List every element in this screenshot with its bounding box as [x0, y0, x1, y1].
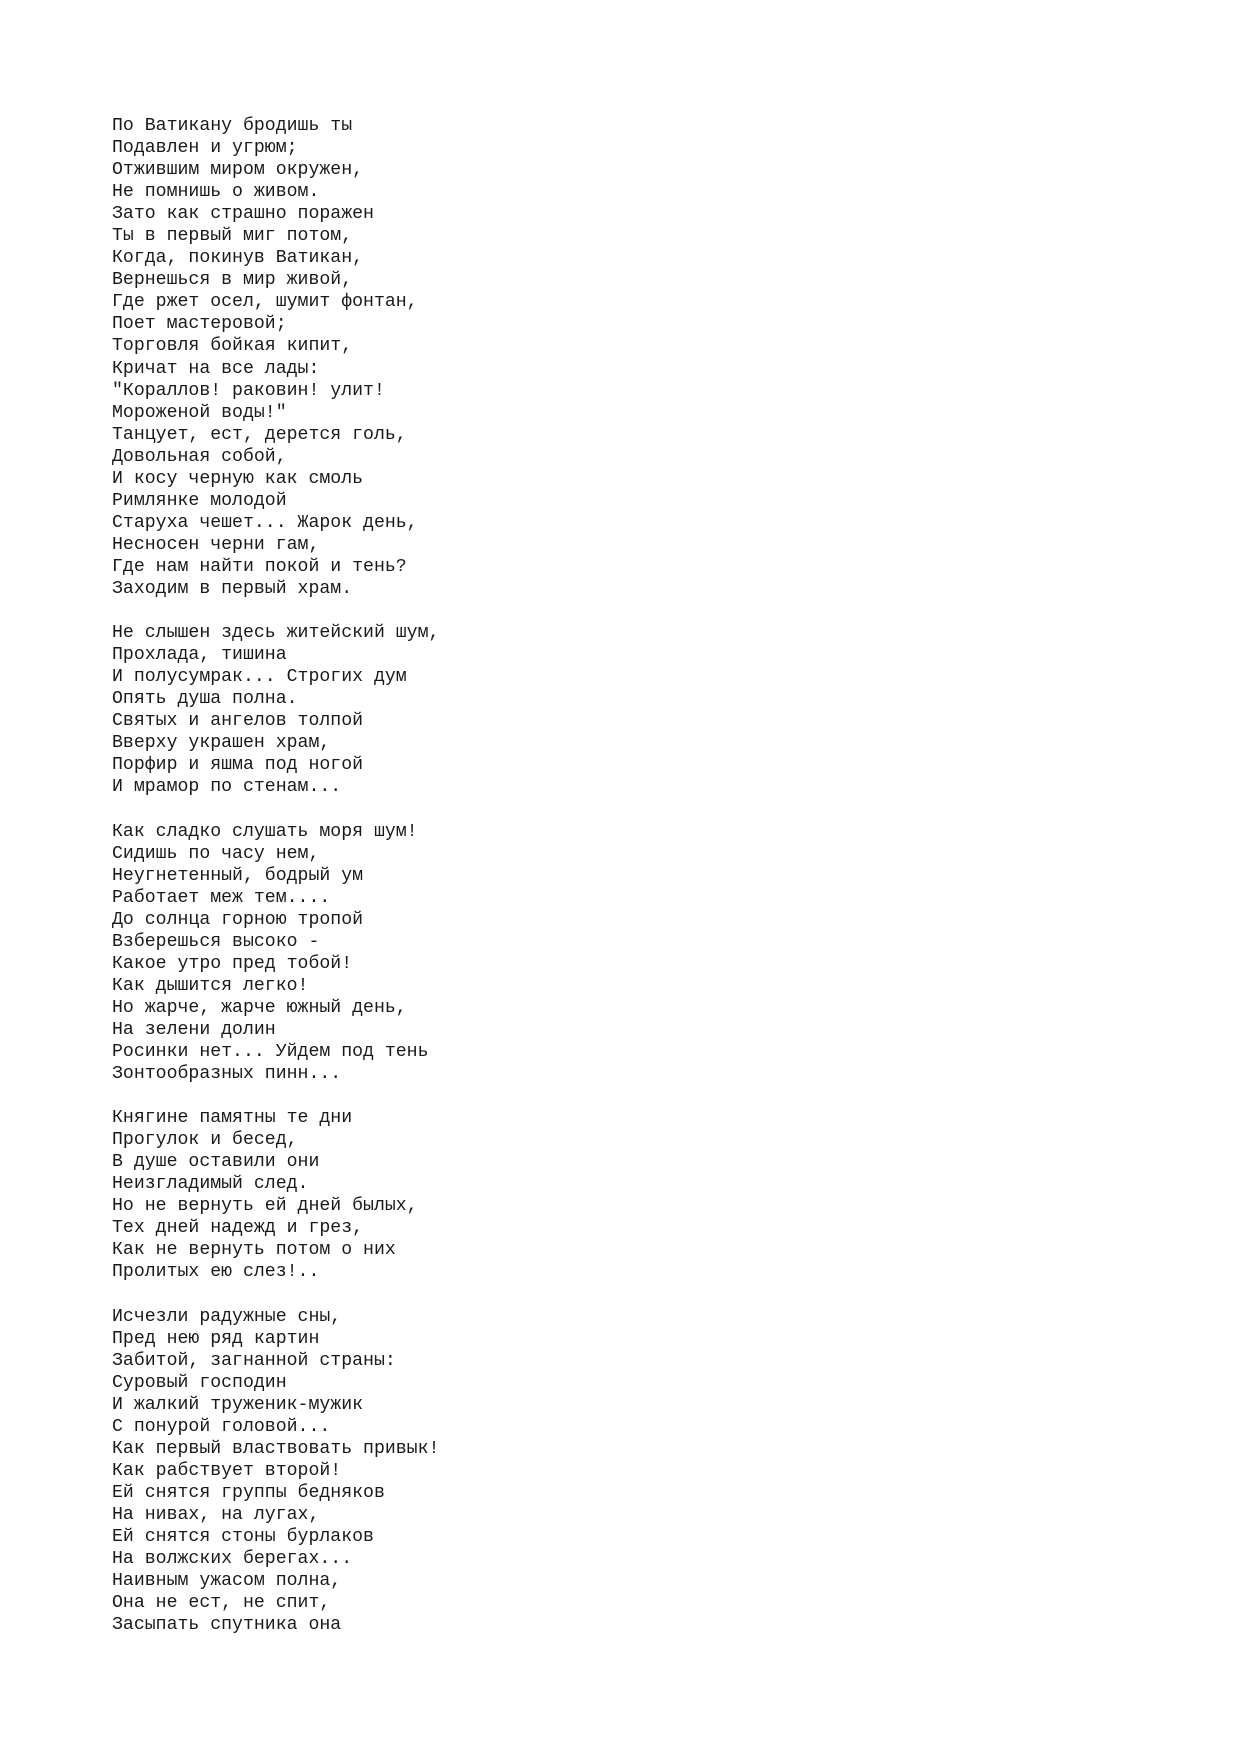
- poem-line: Засыпать спутника она: [112, 1615, 342, 1636]
- poem-line: Пролитых ею слез!..: [112, 1262, 320, 1283]
- poem-line: Прогулок и бесед,: [112, 1130, 298, 1151]
- poem-line: Неизгладимый след.: [112, 1174, 309, 1195]
- poem-line: Отжившим миром окружен,: [112, 160, 364, 181]
- poem-line: Заходим в первый храм.: [112, 578, 353, 599]
- poem-line: Довольная собой,: [112, 446, 287, 467]
- poem-line: Поет мастеровой;: [112, 314, 287, 335]
- poem-line: Суровый господин: [112, 1372, 287, 1393]
- stanza: [112, 821, 439, 1086]
- poem-line: Работает меж тем....: [112, 887, 331, 908]
- poem-line: Но не вернуть ей дней былых,: [112, 1196, 418, 1217]
- poem-line: Мороженой воды!": [112, 402, 287, 423]
- poem-line: Забитой, загнанной страны:: [112, 1350, 396, 1371]
- poem-text: [112, 115, 439, 1636]
- poem-line: Зато как страшно поражен: [112, 204, 374, 225]
- poem-line: Росинки нет... Уйдем под тень: [112, 1041, 429, 1062]
- poem-line: Вверху украшен храм,: [112, 733, 331, 754]
- poem-line: На нивах, на лугах,: [112, 1504, 320, 1525]
- poem-line: Опять душа полна.: [112, 689, 298, 710]
- poem-line: Пред нею ряд картин: [112, 1328, 320, 1349]
- poem-line: И жалкий труженик-мужик: [112, 1394, 364, 1415]
- poem-line: Зонтообразных пинн...: [112, 1064, 342, 1085]
- poem-line: Княгине памятны те дни: [112, 1108, 353, 1129]
- poem-line: Сидишь по часу нем,: [112, 843, 320, 864]
- poem-line: Тех дней надежд и грез,: [112, 1218, 364, 1239]
- poem-line: Не помнишь о живом.: [112, 182, 320, 203]
- poem-line: Ты в первый миг потом,: [112, 226, 353, 247]
- poem-line: Как первый властвовать привык!: [112, 1438, 440, 1459]
- poem-line: Она не ест, не спит,: [112, 1593, 331, 1614]
- poem-line: Наивным ужасом полна,: [112, 1571, 342, 1592]
- poem-line: Где нам найти покой и тень?: [112, 556, 407, 577]
- poem-line: Не слышен здесь житейский шум,: [112, 623, 440, 644]
- poem-line: Когда, покинув Ватикан,: [112, 248, 364, 269]
- poem-line: И косу черную как смоль: [112, 468, 364, 489]
- poem-line: Взберешься высоко -: [112, 931, 320, 952]
- poem-line: На зелени долин: [112, 1019, 276, 1040]
- poem-line: Прохлада, тишина: [112, 645, 287, 666]
- poem-line: Торговля бойкая кипит,: [112, 336, 353, 357]
- poem-line: Вернешься в мир живой,: [112, 270, 353, 291]
- poem-line: С понурой головой...: [112, 1416, 331, 1437]
- poem-line: Ей снятся группы бедняков: [112, 1482, 385, 1503]
- poem-line: На волжских берегах...: [112, 1549, 353, 1570]
- poem-line: Несносен черни гам,: [112, 534, 320, 555]
- poem-line: До солнца горною тропой: [112, 909, 364, 930]
- poem-line: Святых и ангелов толпой: [112, 711, 364, 732]
- poem-line: Порфир и яшма под ногой: [112, 755, 364, 776]
- poem-line: Танцует, ест, дерется голь,: [112, 424, 407, 445]
- poem-line: Римлянке молодой: [112, 490, 287, 511]
- poem-line: Как не вернуть потом о них: [112, 1240, 396, 1261]
- poem-line: Где ржет осел, шумит фонтан,: [112, 292, 418, 313]
- poem-line: "Кораллов! раковин! улит!: [112, 380, 385, 401]
- poem-line: Но жарче, жарче южный день,: [112, 997, 407, 1018]
- poem-line: Как дышится легко!: [112, 975, 309, 996]
- poem-line: И полусумрак... Строгих дум: [112, 667, 407, 688]
- stanza: [112, 115, 439, 600]
- poem-line: Ей снятся стоны бурлаков: [112, 1527, 374, 1547]
- poem-line: Неугнетенный, бодрый ум: [112, 865, 364, 886]
- poem-line: И мрамор по стенам...: [112, 777, 342, 798]
- poem-line: Исчезли радужные сны,: [112, 1306, 342, 1327]
- stanza: [112, 1306, 439, 1637]
- poem-line: В душе оставили они: [112, 1152, 320, 1173]
- poem-line: Как сладко слушать моря шум!: [112, 821, 418, 842]
- poem-line: Какое утро пред тобой!: [112, 953, 353, 974]
- poem-line: Кричат на все лады:: [112, 358, 320, 379]
- stanza: [112, 1107, 439, 1283]
- poem-line: Как рабствует второй!: [112, 1460, 342, 1481]
- poem-line: По Ватикану бродишь ты: [112, 116, 353, 136]
- poem-line: Подавлен и угрюм;: [112, 138, 298, 159]
- stanza: [112, 622, 439, 798]
- poem-line: Старуха чешет... Жарок день,: [112, 512, 418, 533]
